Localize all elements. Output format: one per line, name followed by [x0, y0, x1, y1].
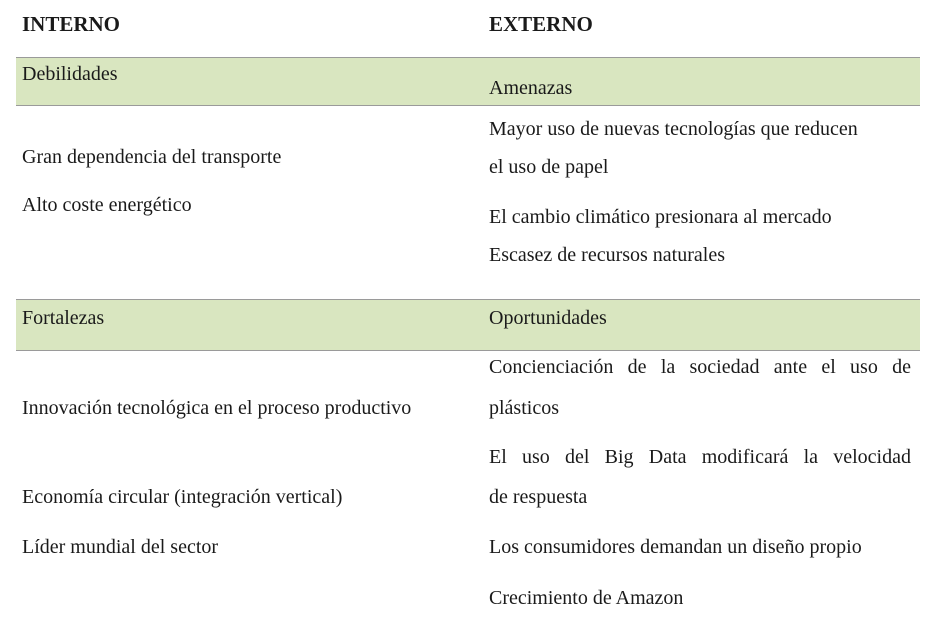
divider	[16, 105, 920, 106]
debilidades-item: Gran dependencia del transporte	[22, 146, 282, 168]
oportunidades-item: de respuesta	[489, 486, 588, 508]
divider	[16, 57, 920, 58]
amenazas-item: Escasez de recursos naturales	[489, 244, 725, 266]
fortalezas-item: Innovación tecnológica en el proceso productivo	[22, 397, 412, 419]
amenazas-title: Amenazas	[489, 77, 573, 99]
amenazas-item: el uso de papel	[489, 156, 609, 178]
oportunidades-item: Concienciación de la sociedad ante el uso de	[489, 356, 911, 378]
oportunidades-item: plásticos	[489, 397, 559, 419]
section-band-fortalezas-oportunidades	[16, 300, 920, 350]
debilidades-item: Alto coste energético	[22, 194, 192, 216]
divider	[16, 299, 920, 300]
fortalezas-item: Economía circular (integración vertical)	[22, 486, 343, 508]
header-externo: EXTERNO	[489, 12, 593, 36]
header-interno: INTERNO	[22, 12, 121, 36]
debilidades-title: Debilidades	[22, 63, 118, 85]
fortalezas-title: Fortalezas	[22, 307, 105, 329]
oportunidades-title: Oportunidades	[489, 307, 607, 329]
amenazas-item: Mayor uso de nuevas tecnologías que reducen	[489, 118, 858, 140]
oportunidades-item: El uso del Big Data modificará la velocidad	[489, 446, 911, 468]
section-band-debilidades-amenazas	[16, 58, 920, 105]
divider	[16, 350, 920, 351]
amenazas-item: El cambio climático presionara al mercado	[489, 206, 832, 228]
fortalezas-item: Líder mundial del sector	[22, 536, 219, 558]
oportunidades-item: Los consumidores demandan un diseño propio	[489, 536, 862, 558]
oportunidades-item: Crecimiento de Amazon	[489, 587, 684, 609]
